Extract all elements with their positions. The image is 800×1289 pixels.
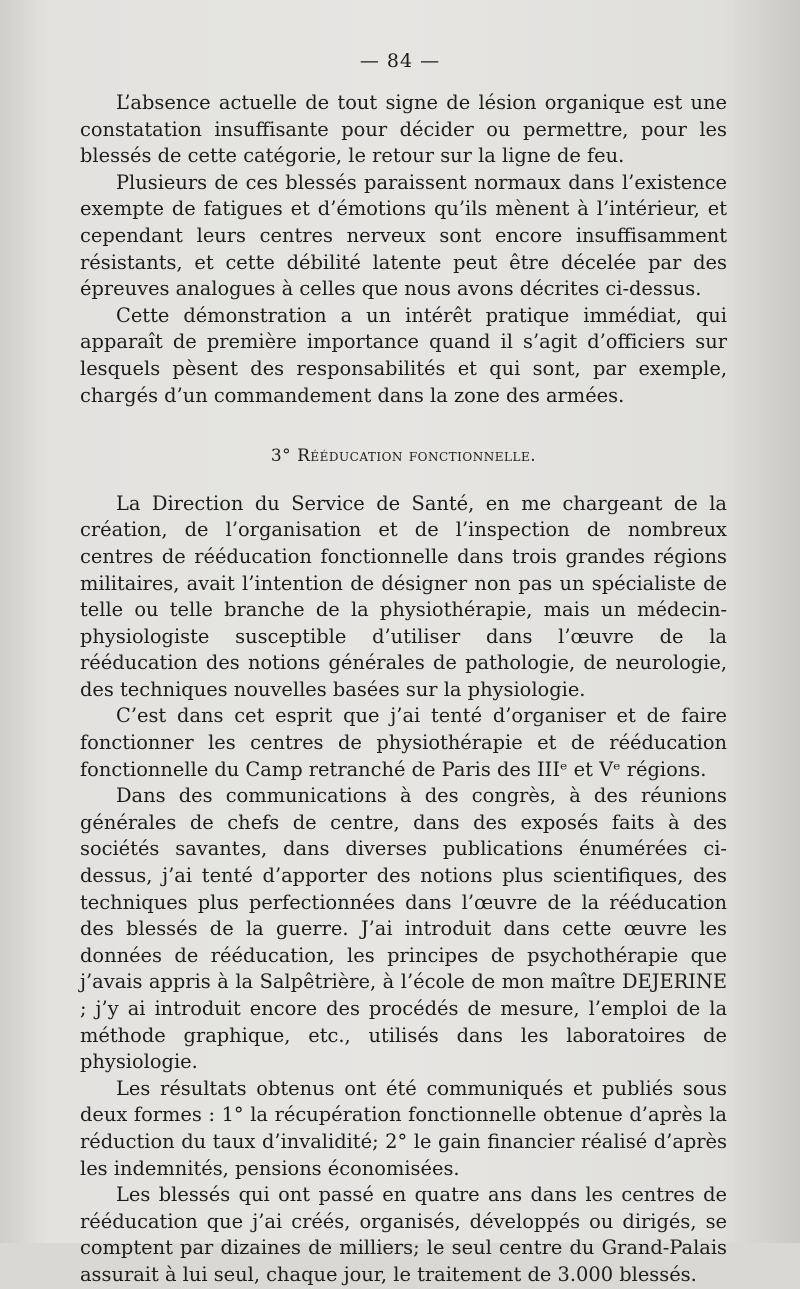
page-body bbox=[80, 90, 727, 1289]
paragraph: C’est dans cet esprit que j’ai tenté d’organiser et de faire fonctionner les centres de physiothérapie et de rééducation fonctionnelle du Camp retranché de Paris des IIIᵉ et Vᵉ régions. bbox=[80, 704, 727, 781]
section-heading bbox=[80, 443, 727, 470]
paragraph: Plusieurs de ces blessés paraissent normaux dans l’existence exempte de fatigues et d’émotions qu’ils mènent à l’intérieur, et cependant leurs centres nerveux sont encore insuffisamment résistants, et cette débilité latente peut être décelée par des épreuves analogues à celles que nous avons décrites ci-dessus. bbox=[80, 170, 727, 301]
paragraph: Les résultats obtenus ont été communiqués et publiés sous deux formes : 1° la récupération fonctionnelle obtenue d’après la réduction du taux d’invalidité; 2° le gain financier réalisé d’après les indemnités, pensions économisées. bbox=[80, 1076, 727, 1180]
page-number: — 84 — bbox=[359, 50, 441, 72]
paragraph: Les blessés qui ont passé en quatre ans dans les centres de rééducation que j’ai créés, organisés, développés ou dirigés, se comptent par dizaines de milliers; le seul centre du Grand-Palais assurait à lui seul, chaque jour, le traitement de 3.000 blessés. bbox=[80, 1183, 727, 1286]
section-title: Rééducation fonctionnelle. bbox=[297, 446, 537, 467]
section-number: 3° bbox=[270, 446, 292, 467]
paragraph: Cette démonstration a un intérêt pratique immédiat, qui apparaît de première importance quand il s’agit d’officiers sur lesquels pèsent des responsabilités et qui sont, par exemple, chargés d’un commandement dans la zone des armées. bbox=[80, 303, 727, 407]
paragraph: La Direction du Service de Santé, en me chargeant de la création, de l’organisation et de l’inspection de nombreux centres de rééducation fonctionnelle dans trois grandes régions militaires, avait l’intention de désigner non pas un spécialiste de telle ou telle branche de la physiothérapie, mais un médecin-physiologiste susceptible d’utiliser dans l’œuvre de la rééducation des notions générales de pathologie, de neurologie, des techniques nouvelles basées sur la physiologie. bbox=[80, 491, 727, 701]
paragraph: Dans des communications à des congrès, à des réunions générales de chefs de centre, dans des exposés faits à des sociétés savantes, dans diverses publications énumérées ci-dessus, j’ai tenté d’apporter des notions plus scientifiques, des techniques plus perfectionnées dans l’œuvre de la rééducation des blessés de la guerre. J’ai introduit dans cette œuvre les données de rééducation, les principes de psychothérapie que j’avais appris à la Salpêtrière, à l’école de mon maître DEJERINE ; j’y ai introduit encore des procédés de mesure, l’emploi de la méthode graphique, etc., utilisés dans les laboratoires de physiologie. bbox=[80, 784, 727, 1074]
paragraph: L’absence actuelle de tout signe de lésion organique est une constatation insuffisante pour décider ou permettre, pour les blessés de cette catégorie, le retour sur la ligne de feu. bbox=[80, 91, 727, 168]
